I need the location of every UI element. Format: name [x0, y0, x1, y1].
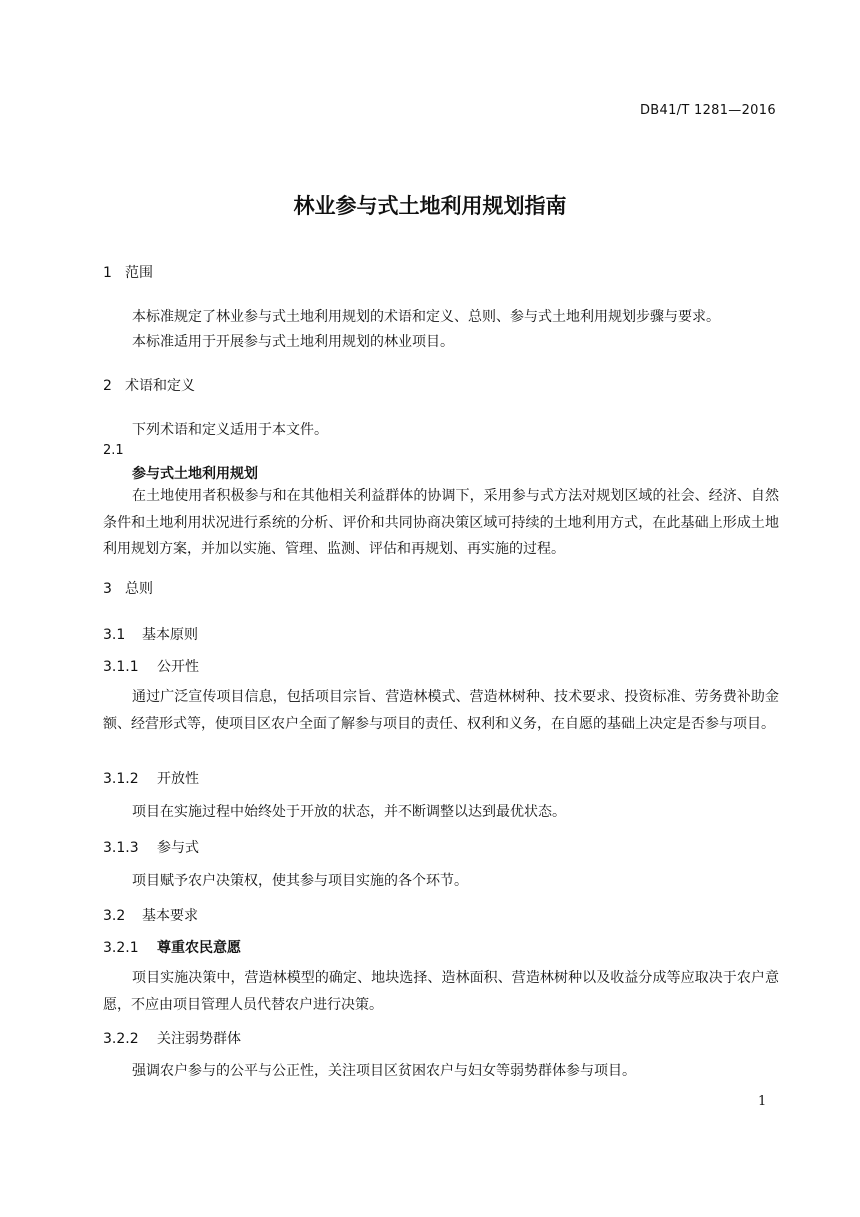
section-title: 术语和定义	[125, 378, 195, 394]
section-number: 2	[103, 378, 112, 394]
paragraph: 本标准适用于开展参与式土地利用规划的林业项目。	[132, 334, 454, 350]
section-heading-2	[103, 375, 195, 395]
term-definition: 在土地使用者积极参与和在其他相关利益群体的协调下，采用参与式方法对规划区域的社会、经济、自然条件和土地利用状况进行系统的分析、评价和共同协商决策区域可持续的土地利用方式，在此基础上形成土地利用规划方案，并加以实施、管理、监测、评估和再规划、再实施的过程。	[103, 488, 779, 557]
section-number: 3.1.1	[103, 659, 139, 675]
subsection-heading-3-1	[103, 624, 198, 644]
section-title: 范围	[125, 265, 153, 281]
section-title: 关注弱势群体	[157, 1031, 241, 1047]
section-number: 3.2	[103, 908, 126, 924]
paragraph: 下列术语和定义适用于本文件。	[132, 422, 328, 438]
page-title: 林业参与式土地利用规划指南	[293, 194, 567, 218]
section-number: 3.1.2	[103, 771, 139, 787]
section-title: 总则	[125, 581, 153, 597]
section-title: 开放性	[157, 771, 199, 787]
subsection-heading-3-2	[103, 905, 198, 925]
section-title: 公开性	[157, 659, 199, 675]
subsection-heading-3-2-2	[103, 1028, 241, 1048]
paragraph: 本标准规定了林业参与式土地利用规划的术语和定义、总则、参与式土地利用规划步骤与要求。	[132, 309, 720, 325]
paragraph: 项目实施决策中，营造林模型的确定、地块选择、造林面积、营造林树种以及收益分成等应取决于农户意愿，不应由项目管理人员代替农户进行决策。	[103, 970, 779, 1013]
term-title: 参与式土地利用规划	[132, 466, 258, 482]
subsection-heading-3-1-1	[103, 656, 199, 676]
section-heading-3	[103, 578, 153, 598]
subsection-heading-3-1-2	[103, 768, 199, 788]
paragraph: 通过广泛宣传项目信息，包括项目宗旨、营造林模式、营造林树种、技术要求、投资标准、劳务费补助金额、经营形式等，使项目区农户全面了解参与项目的责任、权利和义务，在自愿的基础上决定是否参与项目。	[103, 689, 779, 732]
section-number: 3.1	[103, 627, 126, 643]
section-number: 3.1.3	[103, 840, 139, 856]
section-title: 基本原则	[142, 627, 198, 643]
section-title: 基本要求	[142, 908, 198, 924]
section-heading-1	[103, 262, 153, 282]
standard-number: DB41/T 1281—2016	[640, 103, 776, 118]
section-number: 1	[103, 265, 112, 281]
term-number: 2.1	[103, 443, 124, 458]
subsection-heading-3-2-1	[103, 937, 241, 957]
subsection-heading-3-1-3	[103, 837, 199, 857]
section-number: 3.2.2	[103, 1031, 139, 1047]
section-number: 3.2.1	[103, 940, 139, 956]
paragraph: 强调农户参与的公平与公正性，关注项目区贫困农户与妇女等弱势群体参与项目。	[132, 1063, 636, 1079]
page-number: 1	[758, 1094, 767, 1109]
section-title: 参与式	[157, 840, 199, 856]
section-title: 尊重农民意愿	[157, 940, 241, 956]
section-number: 3	[103, 581, 112, 597]
paragraph: 项目在实施过程中始终处于开放的状态，并不断调整以达到最优状态。	[132, 804, 566, 820]
paragraph: 项目赋予农户决策权，使其参与项目实施的各个环节。	[132, 873, 468, 889]
